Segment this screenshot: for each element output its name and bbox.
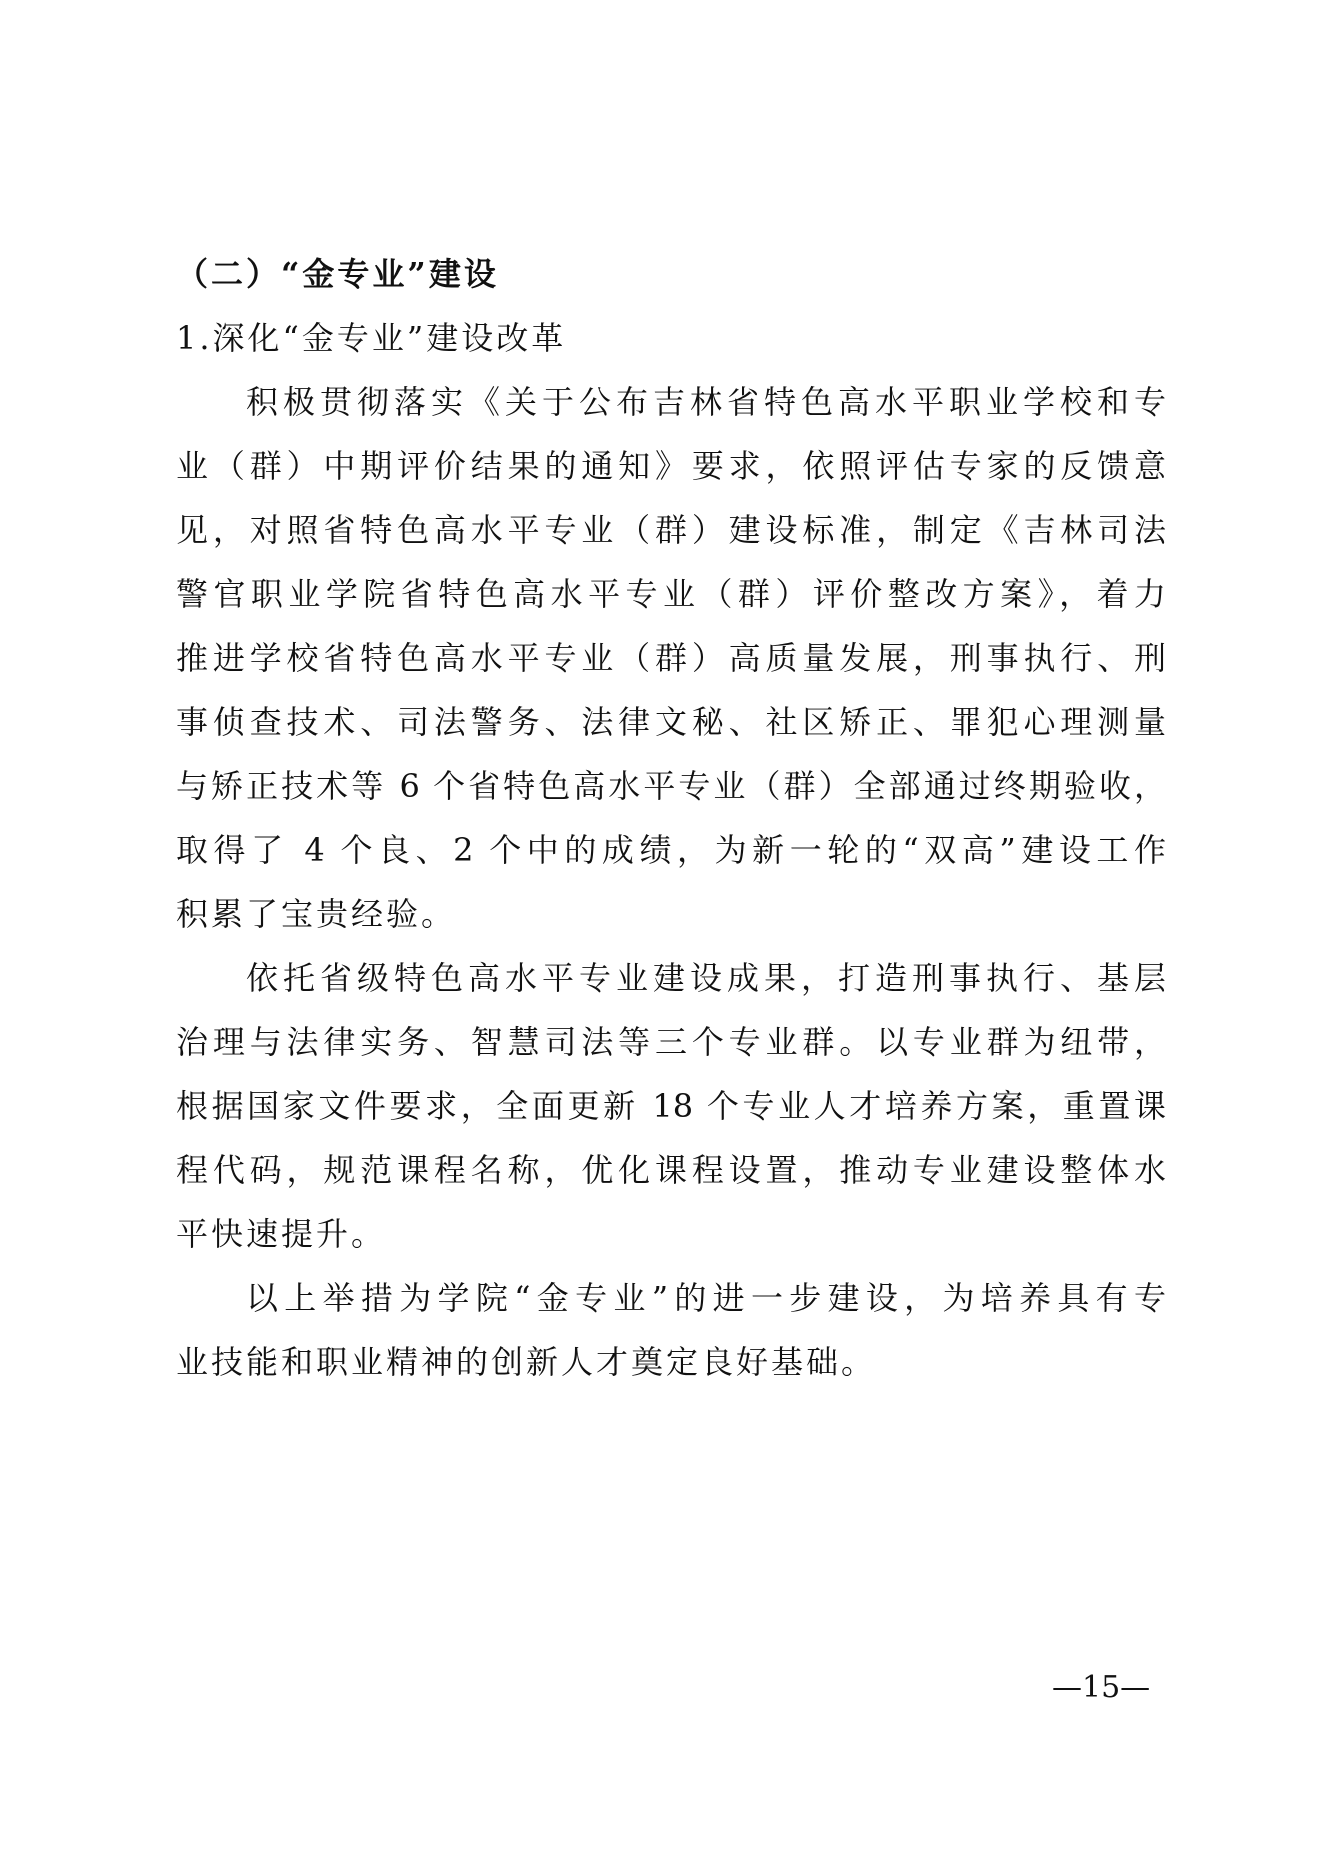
paragraph-line: 治理与法律实务、智慧司法等三个专业群。以专业群为纽带， — [176, 1023, 1166, 1061]
paragraph-line: 业技能和职业精神的创新人才奠定良好基础。 — [176, 1343, 877, 1381]
paragraph-line: 业（群）中期评价结果的通知》要求，依照评估专家的反馈意 — [176, 447, 1166, 485]
paragraph-3 — [176, 1266, 1166, 1394]
page-body — [176, 242, 1166, 1394]
paragraph-line: 与矫正技术等 6 个省特色高水平专业（群）全部通过终期验收， — [176, 767, 1166, 805]
paragraph-line: 积极贯彻落实《关于公布吉林省特色高水平职业学校和专 — [246, 383, 1166, 421]
page-number: —15— — [1052, 1670, 1151, 1705]
paragraph-line: 推进学校省特色高水平专业（群）高质量发展，刑事执行、刑 — [176, 639, 1166, 677]
subheading: 1.深化“金专业”建设改革 — [176, 319, 567, 357]
paragraph-2 — [176, 946, 1166, 1266]
paragraph-line: 见，对照省特色高水平专业（群）建设标准，制定《吉林司法 — [176, 511, 1166, 549]
paragraph-line: 警官职业学院省特色高水平专业（群）评价整改方案》，着力 — [176, 575, 1166, 613]
paragraph-1 — [176, 370, 1166, 946]
paragraph-line: 积累了宝贵经验。 — [176, 895, 457, 933]
paragraph-line: 取得了 4 个良、2 个中的成绩，为新一轮的“双高”建设工作 — [176, 831, 1166, 869]
paragraph-line: 程代码，规范课程名称，优化课程设置，推动专业建设整体水 — [176, 1151, 1166, 1189]
paragraph-line: 事侦查技术、司法警务、法律文秘、社区矫正、罪犯心理测量 — [176, 703, 1166, 741]
paragraph-line: 根据国家文件要求，全面更新 18 个专业人才培养方案，重置课 — [176, 1087, 1166, 1125]
paragraph-line: 依托省级特色高水平专业建设成果，打造刑事执行、基层 — [246, 959, 1166, 997]
paragraph-line: 以上举措为学院“金专业”的进一步建设，为培养具有专 — [246, 1279, 1166, 1317]
section-heading: （二）“金专业”建设 — [176, 255, 499, 293]
paragraph-line: 平快速提升。 — [176, 1215, 387, 1253]
